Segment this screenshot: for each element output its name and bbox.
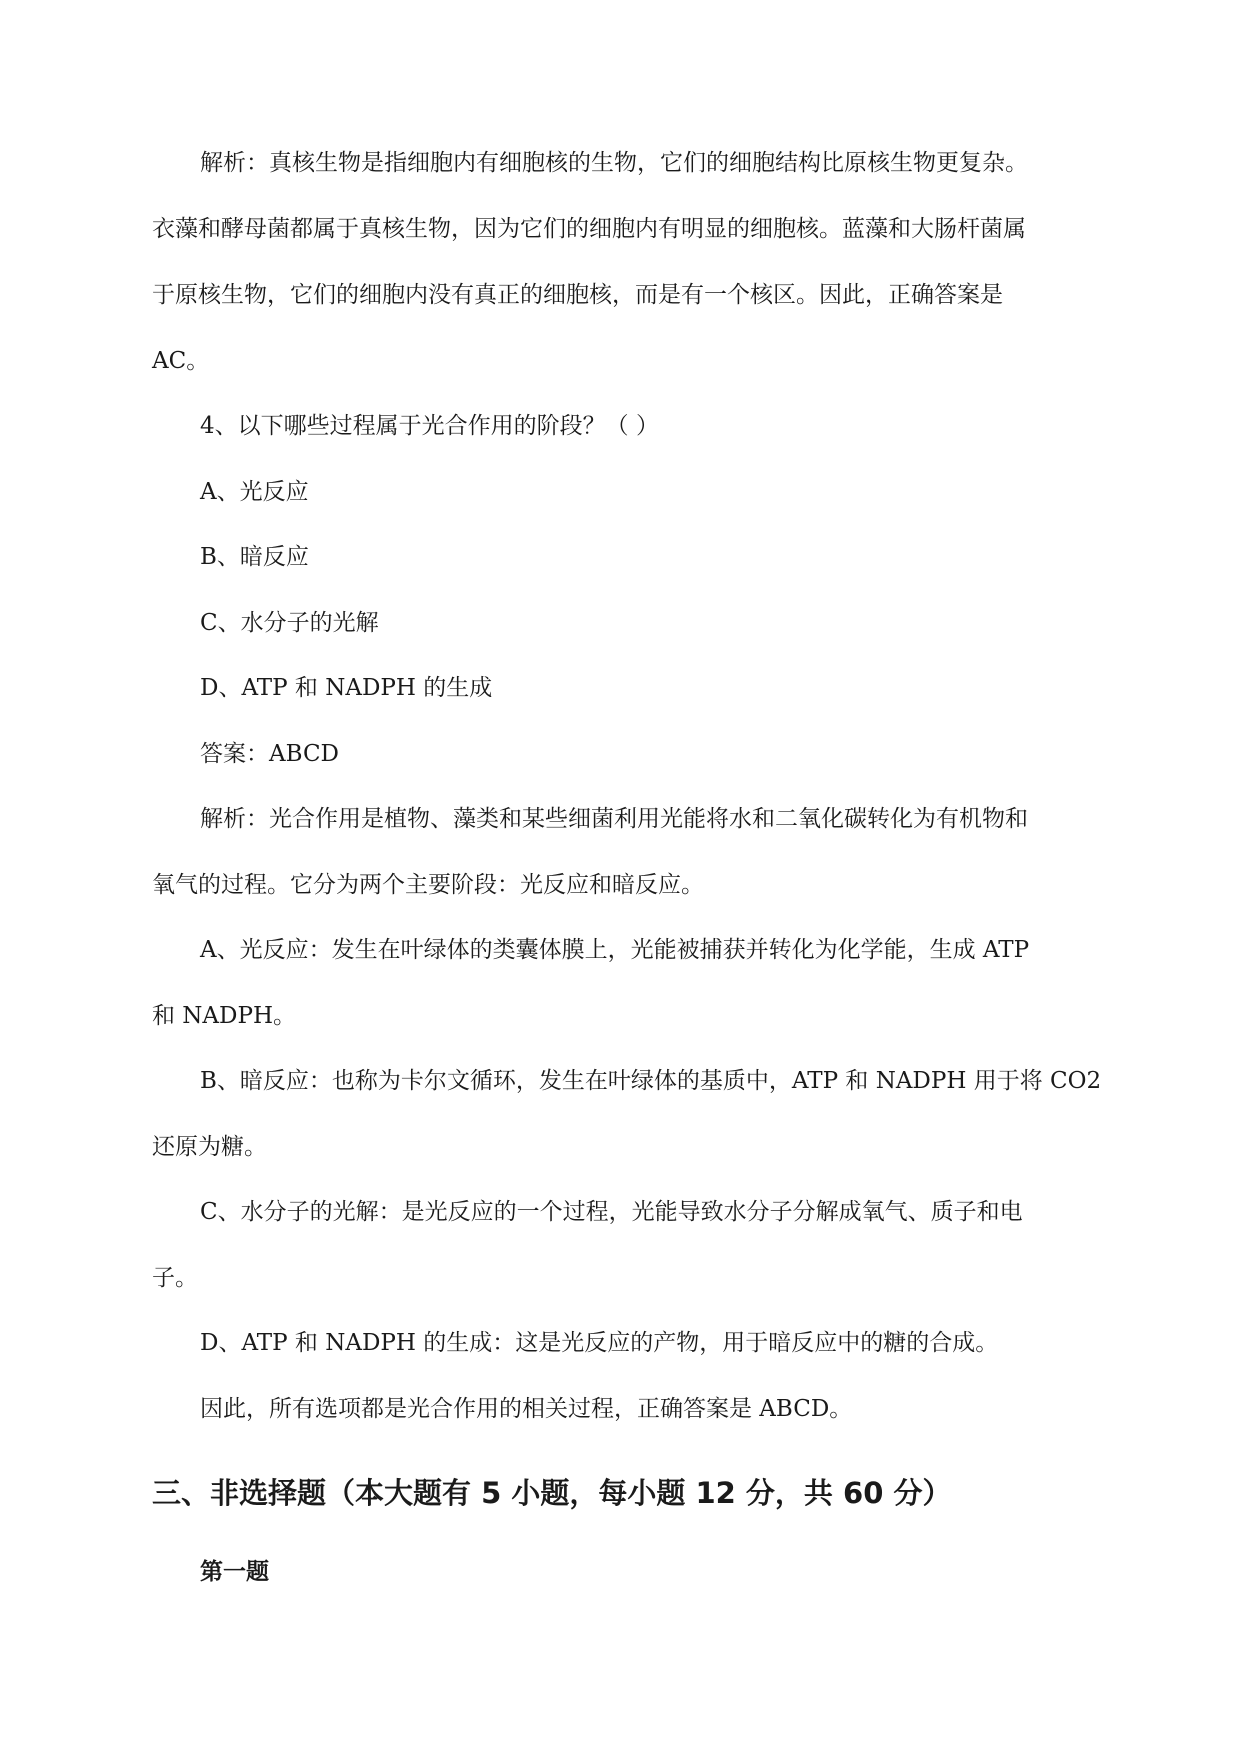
explanation-line: 还原为糖。 <box>152 1134 267 1160</box>
section-heading: 三、非选择题（本大题有 5 小题，每小题 12 分，共 60 分） <box>152 1476 952 1510</box>
explanation-line: A、光反应：发生在叶绿体的类囊体膜上，光能被捕获并转化为化学能，生成 ATP <box>200 937 1030 963</box>
explanation-line: C、水分子的光解：是光反应的一个过程，光能导致水分子分解成氧气、质子和电 <box>200 1199 1023 1225</box>
explanation-line: 子。 <box>152 1265 198 1291</box>
explanation-line: 于原核生物，它们的细胞内没有真正的细胞核，而是有一个核区。因此，正确答案是 <box>152 282 1003 308</box>
option-d: D、ATP 和 NADPH 的生成 <box>200 675 493 701</box>
option-b: B、暗反应 <box>200 544 309 570</box>
explanation-line: D、ATP 和 NADPH 的生成：这是光反应的产物，用于暗反应中的糖的合成。 <box>200 1330 999 1356</box>
explanation-line: 解析：真核生物是指细胞内有细胞核的生物，它们的细胞结构比原核生物更复杂。 <box>200 150 1028 176</box>
explanation-line: B、暗反应：也称为卡尔文循环，发生在叶绿体的基质中，ATP 和 NADPH 用于将 CO2 <box>200 1068 1102 1094</box>
explanation-line: 衣藻和酵母菌都属于真核生物，因为它们的细胞内有明显的细胞核。蓝藻和大肠杆菌属 <box>152 216 1026 242</box>
option-c: C、水分子的光解 <box>200 610 379 636</box>
explanation-line: 解析：光合作用是植物、藻类和某些细菌利用光能将水和二氧化碳转化为有机物和 <box>200 806 1028 832</box>
answer-line: 答案：ABCD <box>200 741 339 767</box>
explanation-line: AC。 <box>152 348 210 374</box>
option-a: A、光反应 <box>200 479 309 505</box>
explanation-line: 氧气的过程。它分为两个主要阶段：光反应和暗反应。 <box>152 872 704 898</box>
question-stem: 4、以下哪些过程属于光合作用的阶段？（ ） <box>200 413 659 439</box>
question-heading: 第一题 <box>200 1559 269 1585</box>
explanation-line: 因此，所有选项都是光合作用的相关过程，正确答案是 ABCD。 <box>200 1396 853 1422</box>
explanation-line: 和 NADPH。 <box>152 1003 297 1029</box>
